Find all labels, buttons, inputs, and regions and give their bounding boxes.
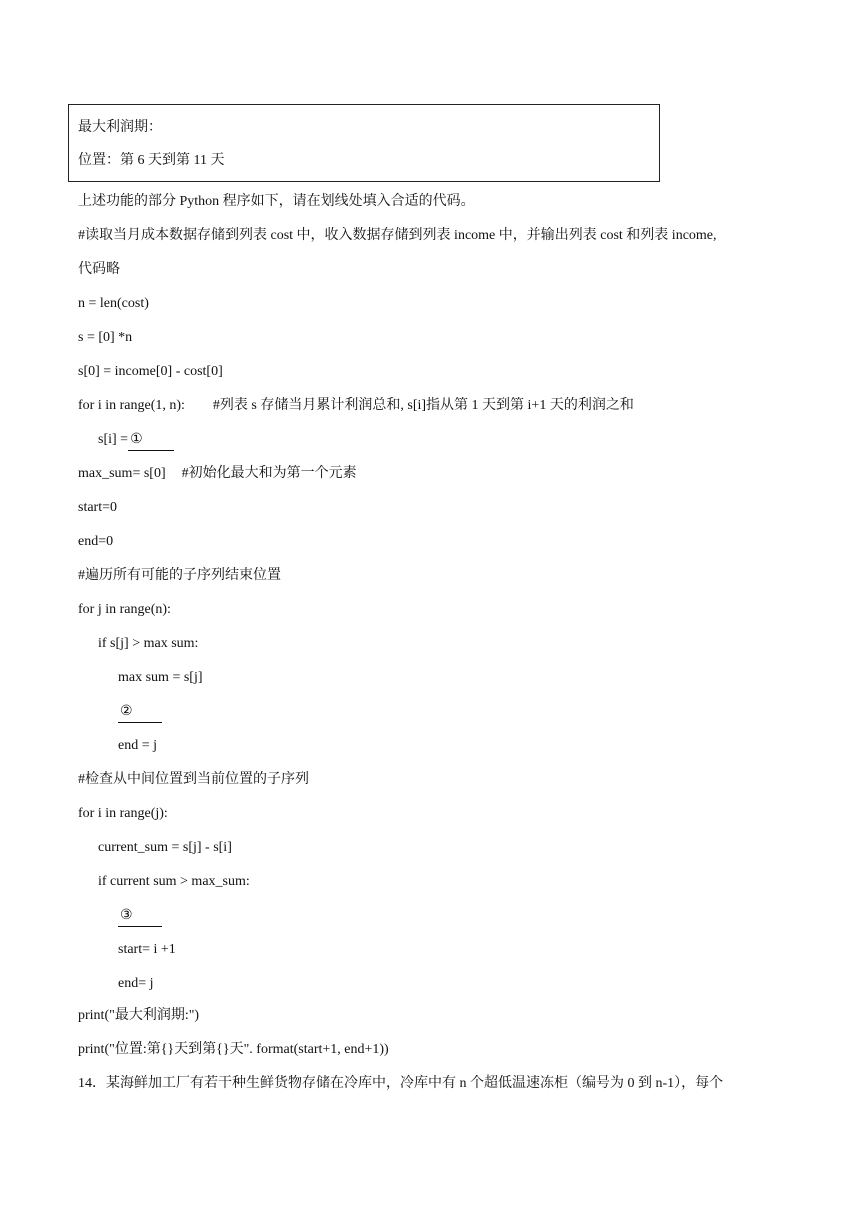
code-line-print-2: print("位置:第{}天到第{}天". format(start+1, end+1)): [78, 1042, 389, 1057]
code-line-n: n = len(cost): [78, 296, 149, 311]
code-line-start-init: start=0: [78, 500, 117, 515]
code-line-blank-2: [118, 702, 162, 722]
max-sum-init-comment: #初始化最大和为第一个元素: [181, 466, 357, 481]
code-line-s-i: [98, 430, 174, 450]
code-line-print-1: print("最大利润期:"): [78, 1008, 200, 1023]
code-line-for-i-j: for i in range(j):: [78, 806, 168, 821]
s-i-code: s[i] =: [98, 432, 129, 447]
code-line-end-j2: end= j: [118, 976, 154, 991]
result-title: 最大利润期：: [78, 120, 162, 135]
comment-read-data-cont: 代码略: [78, 262, 120, 277]
code-line-for-range: [78, 396, 634, 416]
code-line-current-sum: current_sum = s[j] - s[i]: [98, 840, 232, 855]
code-line-s0: s[0] = income[0] - cost[0]: [78, 364, 223, 379]
code-line-end-init: end=0: [78, 534, 114, 549]
for-range-comment: #列表 s 存储当月累计利润总和, s[i]指从第 1 天到第 i+1 天的利润之和: [212, 398, 634, 413]
code-line-start-i: start= i +1: [118, 942, 176, 957]
comment-read-data: #读取当月成本数据存储到列表 cost 中，收入数据存储到列表 income 中，并输出列表 cost 和列表 income,: [78, 228, 717, 243]
max-sum-init-code: max_sum= s[0]: [78, 466, 166, 481]
blank-3: ③: [118, 906, 162, 927]
code-line-for-j: for j in range(n):: [78, 602, 171, 617]
comment-traverse: #遍历所有可能的子序列结束位置: [78, 568, 281, 583]
blank-1: ①: [128, 430, 174, 451]
intro-text: 上述功能的部分 Python 程序如下，请在划线处填入合适的代码。: [78, 194, 475, 209]
code-line-if-current: if current sum > max_sum:: [98, 874, 250, 889]
question-14: 14．某海鲜加工厂有若干种生鲜货物存储在冷库中，冷库中有 n 个超低温速冻柜（编号为 0 到 n-1），每个: [78, 1076, 724, 1091]
code-line-max-sum-init: [78, 464, 357, 484]
comment-check: #检查从中间位置到当前位置的子序列: [78, 772, 309, 787]
for-range-code: for i in range(1, n):: [78, 398, 185, 413]
blank-2: ②: [118, 702, 162, 723]
code-line-blank-3: [118, 906, 162, 926]
code-line-s-init: s = [0] *n: [78, 330, 133, 345]
code-line-end-j: end = j: [118, 738, 157, 753]
code-line-if-sj: if s[j] > max sum:: [98, 636, 199, 651]
code-line-max-sum-assign: max sum = s[j]: [118, 670, 203, 685]
result-position: 位置：第 6 天到第 11 天: [78, 153, 225, 168]
